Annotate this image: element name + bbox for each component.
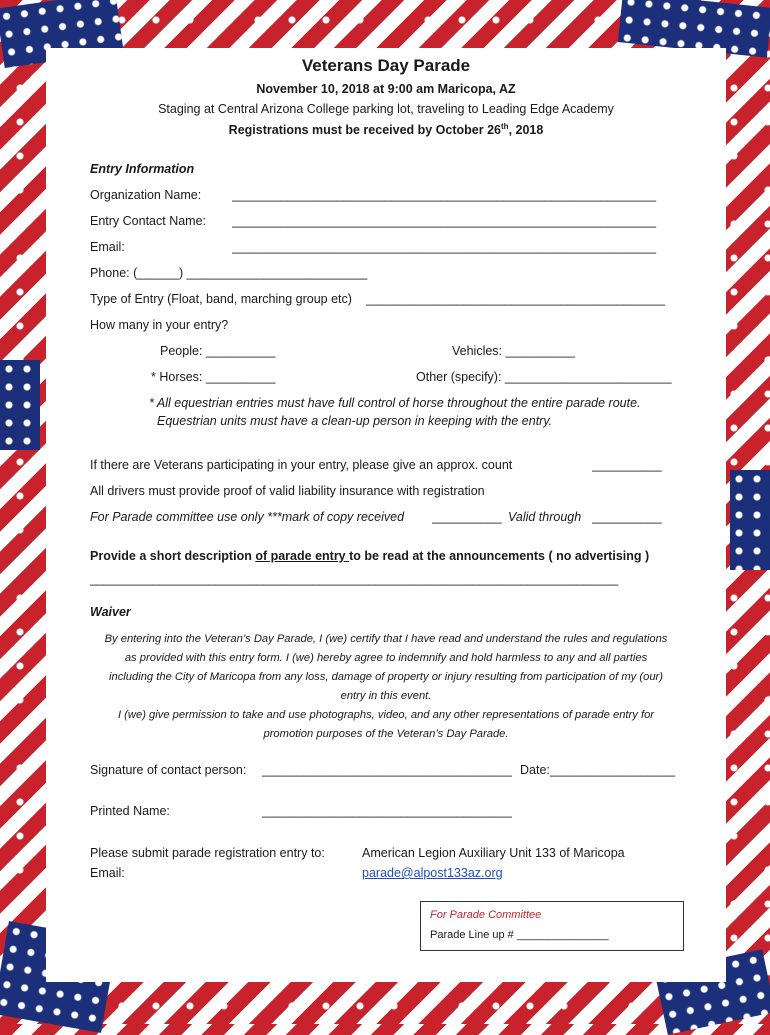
signature-field[interactable]: ____________________________________: [262, 763, 512, 777]
waiver-text-line-3: including the City of Maricopa from any loss, damage of property or injury resulting from participation of my (our): [108, 671, 664, 683]
registration-deadline: Registrations must be received by October 26th, 2018: [228, 122, 544, 138]
entry-type-label: Type of Entry (Float, band, marching group etc): [90, 292, 352, 306]
signature-label: Signature of contact person:: [90, 763, 247, 777]
organization-name-field[interactable]: _____________________________________________________________: [232, 188, 657, 202]
registration-form-page: [46, 48, 726, 982]
committee-box: [420, 901, 684, 951]
entry-count-label: How many in your entry?: [90, 318, 229, 332]
veterans-count-field[interactable]: __________: [592, 458, 662, 472]
staging-info: Staging at Central Arizona College parking lot, traveling to Leading Edge Academy: [158, 102, 614, 116]
people-count-field[interactable]: People: __________: [160, 344, 276, 358]
entry-contact-name-field[interactable]: _____________________________________________________________: [232, 214, 657, 228]
waiver-heading: Waiver: [90, 605, 131, 619]
organization-name-label: Organization Name:: [90, 188, 202, 202]
description-field[interactable]: ____________________________________________________________________________: [90, 572, 619, 586]
submit-email-link[interactable]: parade@alpost133az.org: [362, 866, 503, 880]
entry-info-heading: Entry Information: [90, 162, 195, 176]
waiver-text-line-6: promotion purposes of the Veteran’s Day Parade.: [263, 728, 509, 740]
submit-organization: American Legion Auxiliary Unit 133 of Maricopa: [362, 846, 625, 860]
printed-name-field[interactable]: ____________________________________: [262, 804, 512, 818]
other-specify-field[interactable]: Other (specify): ________________________: [416, 370, 672, 384]
veterans-count-label: If there are Veterans participating in your entry, please give an approx. count: [90, 458, 513, 472]
valid-through-field[interactable]: __________: [592, 510, 662, 524]
email-label: Email:: [90, 240, 125, 254]
page-title: Veterans Day Parade: [301, 56, 471, 75]
committee-use-label: For Parade committee use only ***mark of copy received: [90, 510, 405, 524]
entry-contact-name-label: Entry Contact Name:: [90, 214, 207, 228]
valid-through-label: Valid through: [508, 510, 582, 524]
event-date-location: November 10, 2018 at 9:00 am Maricopa, AZ: [256, 82, 516, 96]
waiver-text-line-1: By entering into the Veteran’s Day Parade, I (we) certify that I have read and understand the rules and regulations: [104, 633, 668, 645]
waiver-text-line-2: as provided with this entry form. I (we) hereby agree to indemnify and hold harmless to any and all parties: [124, 652, 648, 664]
horses-count-field[interactable]: * Horses: __________: [151, 370, 276, 384]
printed-name-label: Printed Name:: [90, 804, 170, 818]
email-field[interactable]: _____________________________________________________________: [232, 240, 657, 254]
equestrian-note-line-1: * All equestrian entries must have full control of horse throughout the entire parade route.: [149, 396, 641, 410]
phone-field[interactable]: Phone: (______) __________________________: [90, 266, 368, 280]
equestrian-note-line-2: Equestrian units must have a clean-up person in keeping with the entry.: [157, 414, 553, 428]
committee-received-field[interactable]: __________: [432, 510, 502, 524]
date-field[interactable]: Date:__________________: [520, 763, 676, 777]
submit-label: Please submit parade registration entry to:: [90, 846, 325, 860]
entry-type-field[interactable]: ___________________________________________: [366, 292, 665, 306]
vehicles-count-field[interactable]: Vehicles: __________: [452, 344, 576, 358]
description-prompt: Provide a short description of parade entry to be read at the announcements ( no advertising ): [90, 549, 650, 563]
insurance-notice: All drivers must provide proof of valid liability insurance with registration: [90, 484, 485, 498]
submit-email-label: Email:: [90, 866, 125, 880]
committee-box-title: For Parade Committee: [430, 909, 542, 921]
parade-lineup-field[interactable]: Parade Line up # _______________: [430, 929, 609, 941]
flag-canton-mid-right: [730, 470, 770, 570]
flag-canton-mid-left: [0, 360, 40, 450]
waiver-text-line-5: I (we) give permission to take and use photographs, video, and any other representations of parade entry for: [117, 709, 655, 721]
waiver-text-line-4: entry in this event.: [340, 690, 432, 702]
